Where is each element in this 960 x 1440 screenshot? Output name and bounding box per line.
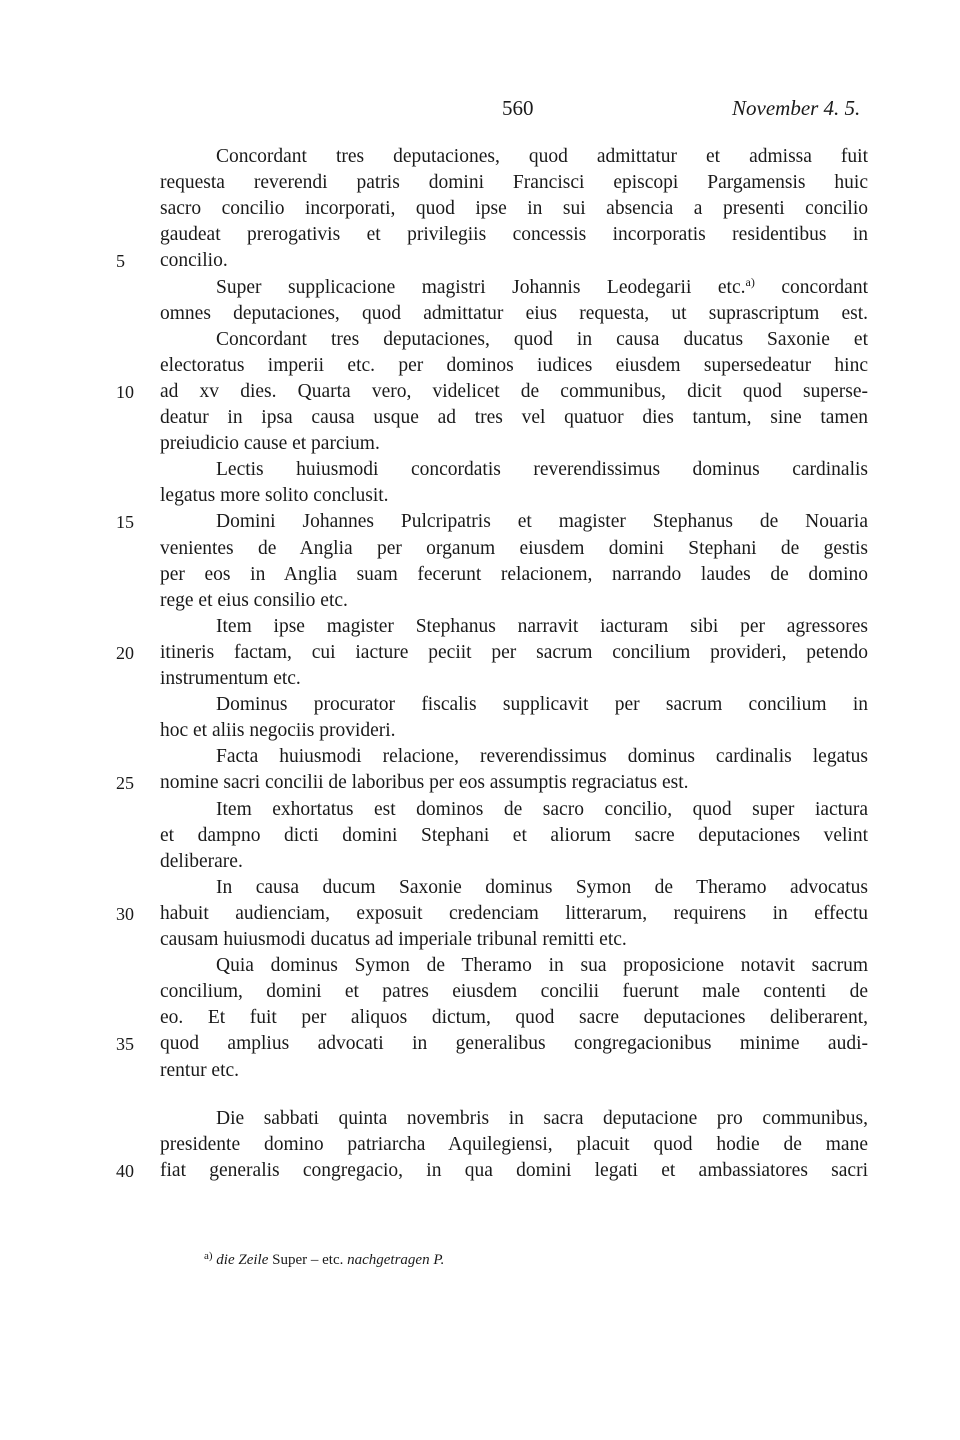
text-line [160, 431, 380, 457]
line-text: Concordant tres deputaciones, quod admittatur et admissa fuit [216, 146, 868, 167]
line-number: 5 [116, 251, 125, 272]
text-line [160, 666, 301, 692]
text-line [216, 457, 868, 483]
line-number: 25 [116, 773, 134, 794]
line-text: electoratus imperii etc. per dominos iudices eiusdem supersedeatur hinc [160, 354, 868, 376]
line-text-continuation: concordant [754, 276, 868, 298]
text-line [160, 170, 868, 196]
line-text: venientes de Anglia per organum eiusdem domini Stephani de gestis [160, 537, 868, 559]
text-line [216, 692, 868, 718]
line-text: omnes deputaciones, quod admittatur eius requesta, ut suprascriptum est. [160, 302, 868, 324]
line-text: deatur in ipsa causa usque ad tres vel quatuor dies tantum, sine tamen [160, 407, 868, 428]
footnote-marker: a) [745, 274, 755, 289]
line-number: 10 [116, 381, 134, 402]
text-line [160, 222, 868, 248]
line-text: gaudeat prerogativis et privilegiis concessis incorporatis residentibus in [160, 224, 868, 246]
line-text: Concordant tres deputaciones, quod in causa ducatus Saxonie et [216, 328, 868, 350]
text-line [216, 797, 868, 823]
text-line [160, 1058, 239, 1084]
line-number: 20 [116, 642, 134, 663]
line-number: 40 [116, 1160, 134, 1181]
text-line [160, 1158, 868, 1184]
text-line [160, 1005, 868, 1031]
text-line [216, 614, 868, 640]
text-line [160, 248, 228, 274]
text-line [160, 536, 868, 562]
text-line [216, 1106, 868, 1132]
line-text: fiat generalis congregacio, in qua domini legati et ambassiatores sacri [160, 1159, 868, 1181]
text-line [216, 509, 868, 535]
line-text: causam huiusmodi ducatus ad imperiale tribunal remitti etc. [160, 929, 627, 950]
line-text: Facta huiusmodi relacione, reverendissimus dominus cardinalis legatus [216, 746, 868, 768]
line-text: Domini Johannes Pulcripatris et magister Stephanus de Nouaria [216, 511, 868, 533]
text-line [160, 718, 396, 744]
text-line [160, 927, 627, 953]
text-line [216, 953, 868, 979]
line-text: nomine sacri concilii de laboribus per eos assumptis regraciatus est. [160, 772, 689, 794]
footnote-label: a) [204, 1250, 213, 1262]
footnote-roman-text: Super – etc. [272, 1252, 344, 1268]
line-text: Quia dominus Symon de Theramo in sua proposicione notavit sacrum [216, 955, 868, 977]
line-text: eo. Et fuit per aliquos dictum, quod sacre deputaciones deliberarent, [160, 1007, 868, 1029]
text-line [160, 588, 348, 614]
line-text: requesta reverendi patris domini Francisci episcopi Pargamensis huic [160, 172, 868, 194]
line-text: In causa ducum Saxonie dominus Symon de Theramo advocatus [216, 876, 868, 898]
footnote [204, 1246, 444, 1270]
text-line [216, 144, 868, 170]
line-text: per eos in Anglia suam fecerunt relacionem, narrando laudes de domino [160, 563, 868, 585]
line-text: concilio. [160, 250, 228, 272]
line-text: Dominus procurator fiscalis supplicavit per sacrum concilium in [216, 694, 868, 716]
text-line [160, 823, 868, 849]
line-number: 35 [116, 1034, 134, 1055]
line-text: preiudicio cause et parcium. [160, 433, 380, 455]
line-text: Super supplicacione magistri Johannis Leodegarii etc. [216, 276, 746, 298]
text-line [160, 562, 868, 588]
running-head: November 4. 5. [732, 96, 861, 120]
line-text: Die sabbati quinta novembris in sacra deputacione pro communibus, [216, 1107, 868, 1129]
text-line [216, 327, 868, 353]
text-line [160, 353, 868, 379]
line-text: hoc et aliis negociis provideri. [160, 720, 396, 742]
line-text: et dampno dicti domini Stephani et aliorum sacre deputaciones velint [160, 824, 868, 846]
text-line [216, 275, 868, 301]
text-line [160, 979, 868, 1005]
text-line [160, 379, 868, 405]
line-text: rege et eius consilio etc. [160, 589, 348, 611]
line-text: Item exhortatus est dominos de sacro concilio, quod super iactura [216, 798, 868, 820]
line-text: rentur etc. [160, 1059, 240, 1081]
text-line [160, 1132, 868, 1158]
text-line [216, 875, 868, 901]
text-line [160, 640, 868, 666]
line-text: ad xv dies. Quarta vero, videlicet de communibus, dicit quod superse- [160, 380, 868, 402]
text-line [160, 1031, 868, 1057]
line-text: deliberare. [160, 850, 243, 872]
line-text: habuit audienciam, exposuit credenciam litterarum, requirens in effectu [160, 902, 868, 924]
footnote-italic-text: die Zeile [216, 1252, 269, 1268]
text-line [216, 744, 868, 770]
line-text: Item ipse magister Stephanus narravit iacturam sibi per agressores [216, 615, 868, 637]
line-text: concilium, domini et patres eiusdem concilii fuerunt male contenti de [160, 981, 868, 1003]
text-line [160, 196, 868, 222]
text-line [160, 901, 868, 927]
line-text: Lectis huiusmodi concordatis reverendissimus dominus cardinalis [216, 459, 868, 481]
footnote-italic-text: nachgetragen P. [347, 1252, 445, 1268]
line-text: legatus more solito conclusit. [160, 485, 389, 507]
line-text: quod amplius advocati in generalibus congregacionibus minime audi- [160, 1033, 868, 1055]
line-text: sacro concilio incorporati, quod ipse in sui absencia a presenti concilio [160, 198, 868, 220]
line-text: itineris factam, cui iacture peciit per sacrum concilium provideri, petendo [160, 641, 868, 663]
text-line [160, 405, 868, 431]
text-line [160, 301, 868, 327]
line-text: instrumentum etc. [160, 668, 301, 689]
line-number: 15 [116, 512, 134, 533]
line-number: 30 [116, 903, 134, 924]
text-line [160, 849, 243, 875]
text-line [160, 770, 689, 796]
line-text: presidente domino patriarcha Aquilegiensi, placuit quod hodie de mane [160, 1133, 868, 1155]
page-header [0, 96, 960, 126]
text-line [160, 483, 389, 509]
page-number: 560 [502, 96, 534, 120]
